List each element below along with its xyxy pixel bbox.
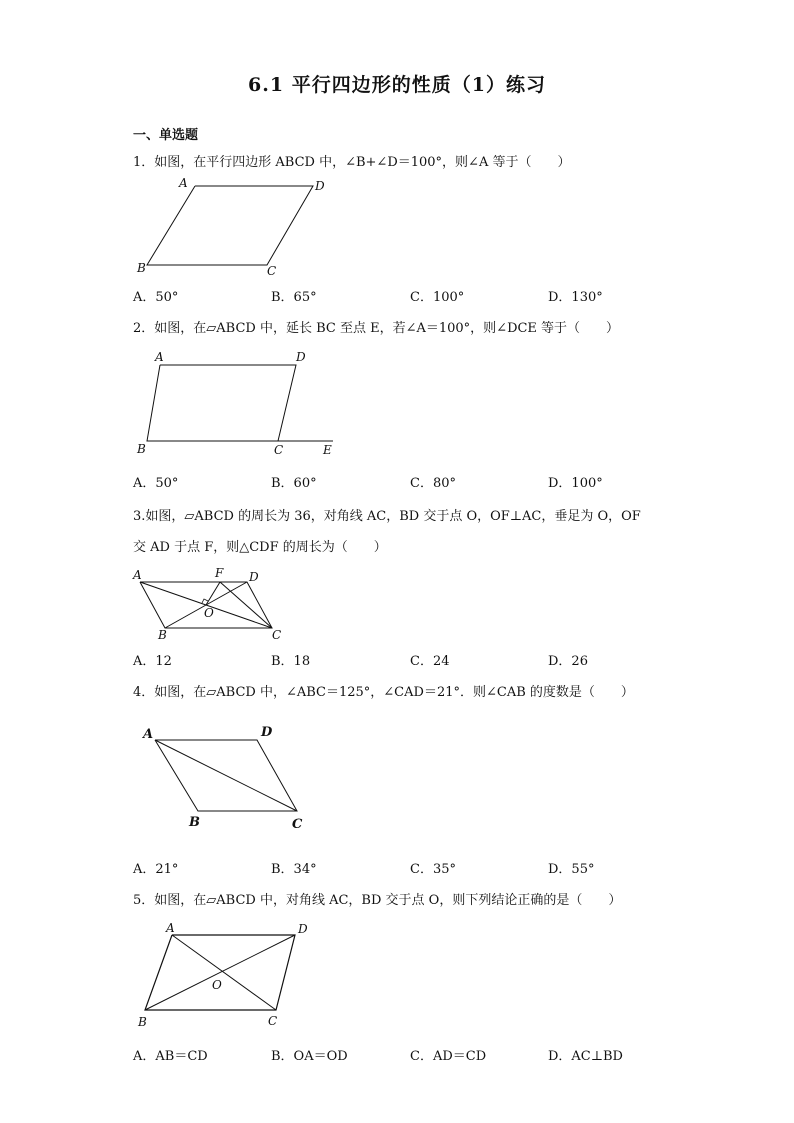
question-3-stem: 3.如图，▱ABCD 的周长为 36，对角线 AC，BD 交于点 O，OF⊥AC，垂足为 O，OF	[133, 509, 641, 524]
question-4-figure	[130, 720, 320, 835]
option-a[interactable]: A．50°	[133, 476, 179, 491]
option-a[interactable]: A．AB＝CD	[133, 1049, 208, 1064]
question-1-figure	[130, 172, 340, 282]
label-A: A	[166, 921, 175, 935]
diagonal-ac	[172, 935, 276, 1010]
question-3-stem-line-2: 交 AD 于点 F，则△CDF 的周长为（ ）	[133, 540, 387, 555]
option-b[interactable]: B．60°	[271, 476, 317, 491]
option-a[interactable]: A．12	[133, 654, 172, 669]
option-d[interactable]: D．AC⊥BD	[548, 1049, 623, 1064]
question-5-figure	[130, 918, 330, 1033]
label-O: O	[204, 606, 214, 620]
label-B: B	[138, 1015, 147, 1029]
label-O: O	[212, 978, 222, 992]
option-c[interactable]: C．100°	[410, 290, 465, 305]
label-C: C	[292, 817, 303, 832]
question-5-stem: 5．如图，在▱ABCD 中，对角线 AC，BD 交于点 O，则下列结论正确的是（ ）	[133, 893, 622, 908]
parallelogram	[147, 186, 313, 265]
label-B: B	[137, 442, 146, 456]
label-D: D	[315, 179, 325, 193]
option-a[interactable]: A．50°	[133, 290, 179, 305]
option-d[interactable]: D．26	[548, 654, 588, 669]
label-B: B	[189, 815, 200, 830]
option-d[interactable]: D．55°	[548, 862, 595, 877]
label-E: E	[323, 443, 332, 457]
label-C: C	[268, 1014, 278, 1028]
option-d[interactable]: D．100°	[548, 476, 603, 491]
question-1-stem: 1．如图，在平行四边形 ABCD 中，∠B+∠D＝100°，则∠A 等于（ ）	[133, 155, 571, 170]
option-c[interactable]: C．35°	[410, 862, 456, 877]
option-c[interactable]: C．80°	[410, 476, 456, 491]
question-3-figure	[130, 565, 300, 645]
option-b[interactable]: B．34°	[271, 862, 317, 877]
question-2-stem: 2．如图，在▱ABCD 中，延长 BC 至点 E，若∠A＝100°，则∠DCE 等于（ ）	[133, 321, 620, 336]
label-D: D	[249, 570, 259, 584]
option-b[interactable]: B．65°	[271, 290, 317, 305]
option-c[interactable]: C．AD＝CD	[410, 1049, 487, 1064]
section-heading: 一、单选题	[133, 128, 199, 143]
option-b[interactable]: B．18	[271, 654, 311, 669]
label-B: B	[137, 261, 146, 275]
label-D: D	[261, 725, 273, 740]
label-A: A	[155, 350, 164, 364]
label-D: D	[298, 922, 308, 936]
question-4-stem: 4．如图，在▱ABCD 中，∠ABC＝125°，∠CAD＝21°．则∠CAB 的度数是（ ）	[133, 685, 634, 700]
label-C: C	[272, 628, 282, 642]
label-D: D	[296, 350, 306, 364]
label-A: A	[133, 568, 142, 582]
segment-cf	[220, 582, 272, 628]
parallelogram	[147, 365, 296, 441]
question-2-figure	[130, 345, 350, 465]
label-F: F	[215, 566, 224, 580]
label-B: B	[158, 628, 167, 642]
label-A: A	[143, 727, 154, 742]
option-b[interactable]: B．OA＝OD	[271, 1049, 348, 1064]
label-A: A	[179, 176, 188, 190]
label-C: C	[267, 264, 277, 278]
page-title: 6.1 平行四边形的性质（1）练习	[248, 74, 546, 96]
option-d[interactable]: D．130°	[548, 290, 603, 305]
option-c[interactable]: C．24	[410, 654, 450, 669]
label-C: C	[274, 443, 284, 457]
option-a[interactable]: A．21°	[133, 862, 179, 877]
